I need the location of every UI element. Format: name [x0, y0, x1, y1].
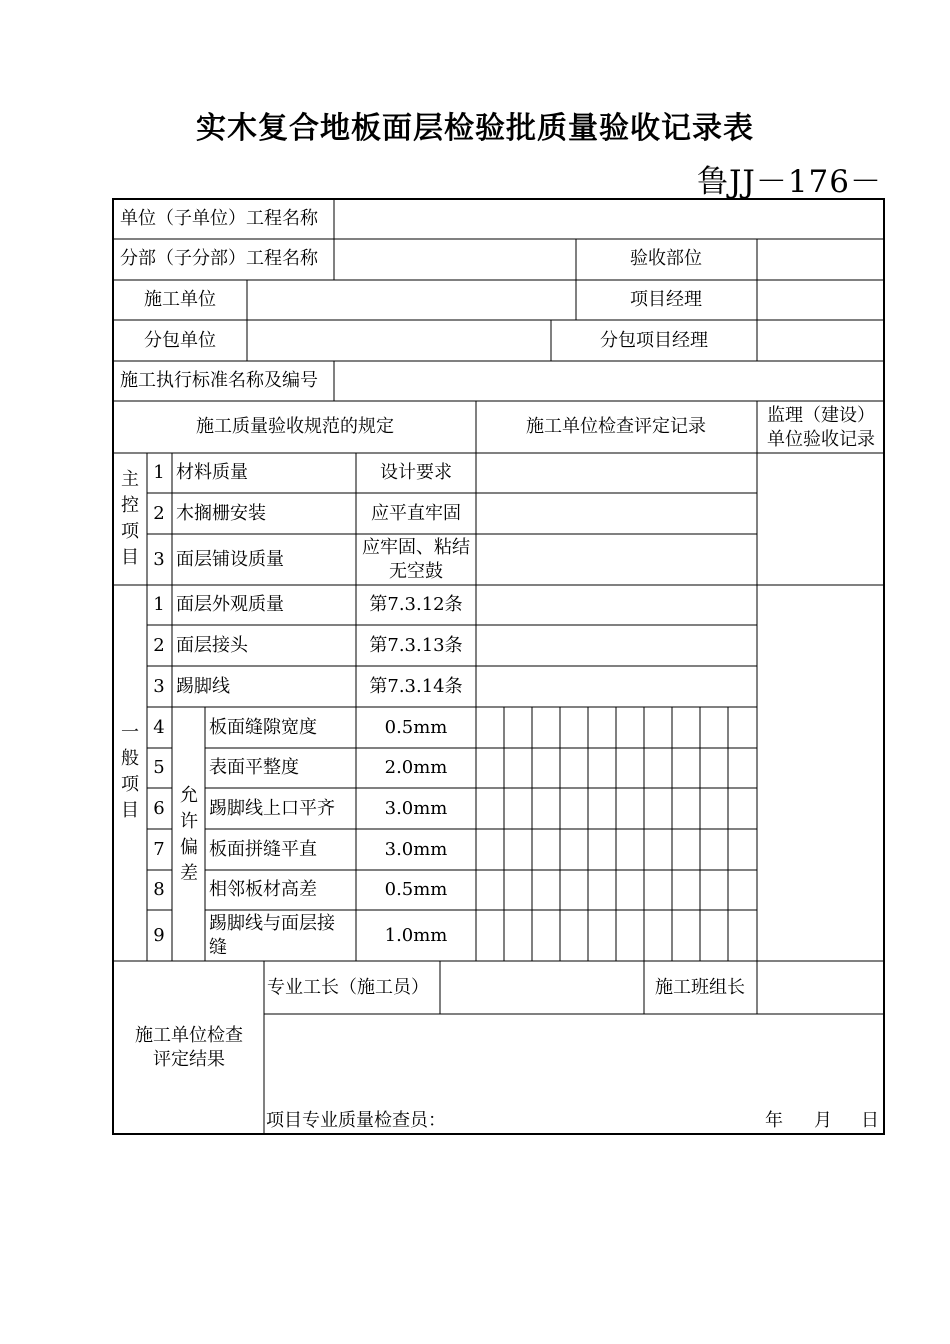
main-item-1-requirement: 设计要求 — [380, 462, 452, 483]
main-item-2-requirement: 应平直牢固 — [371, 503, 461, 524]
main-item-3-requirement-line2: 无空鼓 — [389, 561, 443, 582]
project-manager-label: 项目经理 — [630, 289, 702, 310]
subcontract-unit-label: 分包单位 — [144, 330, 216, 351]
main-item-1-name: 材料质量 — [176, 462, 248, 483]
standard-label: 施工执行标准名称及编号 — [120, 370, 318, 391]
main-control-supervision-record[interactable] — [758, 454, 883, 584]
deviation-4-name: 板面缝隙宽度 — [209, 717, 317, 738]
deviation-6-value: 3.0mm — [384, 798, 448, 819]
date-day: 日 — [861, 1110, 879, 1131]
main-item-3-no: 3 — [153, 549, 165, 570]
foreman-label: 专业工长（施工员） — [267, 977, 429, 998]
unit-project-label: 单位（子单位）工程名称 — [120, 208, 318, 229]
deviation-5-name: 表面平整度 — [209, 757, 299, 778]
acceptance-part-field[interactable] — [758, 240, 883, 279]
deviation-9-name-line2: 缝 — [209, 937, 227, 958]
foreman-field[interactable] — [441, 962, 643, 1013]
general-item-1-name: 面层外观质量 — [176, 594, 284, 615]
subcontract-manager-field[interactable] — [758, 321, 883, 360]
sub-project-label: 分部（子分部）工程名称 — [120, 248, 318, 269]
deviation-9-name-line1: 踢脚线与面层接 — [209, 913, 335, 934]
general-supervision-record[interactable] — [758, 586, 883, 960]
main-control-group-label: 主控项目 — [121, 469, 139, 568]
deviation-6-no: 6 — [153, 798, 165, 819]
inspector-label: 项目专业质量检查员： — [266, 1110, 446, 1131]
general-item-1-record[interactable] — [477, 586, 756, 624]
general-item-3-no: 3 — [153, 676, 165, 697]
general-item-2-name: 面层接头 — [176, 635, 248, 656]
deviation-9-no: 9 — [153, 925, 165, 946]
main-item-3-name: 面层铺设质量 — [176, 549, 284, 570]
deviation-5-no: 5 — [153, 757, 165, 778]
deviation-8-no: 8 — [153, 879, 165, 900]
date-month: 月 — [814, 1110, 832, 1131]
deviation-6-name: 踢脚线上口平齐 — [209, 798, 335, 819]
supervision-header-line1: 监理（建设） — [767, 405, 875, 426]
subcontract-manager-label: 分包项目经理 — [600, 330, 708, 351]
supervision-header-line2: 单位验收记录 — [767, 429, 875, 450]
deviation-8-name: 相邻板材高差 — [209, 879, 317, 900]
general-item-3-record[interactable] — [477, 667, 756, 706]
general-item-1-no: 1 — [153, 594, 165, 615]
deviation-group-label: 允许偏差 — [180, 785, 198, 884]
spec-header: 施工质量验收规范的规定 — [196, 416, 394, 437]
deviation-7-value: 3.0mm — [384, 839, 448, 860]
standard-field[interactable] — [335, 362, 883, 400]
main-item-3-requirement-line1: 应牢固、粘结 — [362, 537, 470, 558]
project-manager-field[interactable] — [758, 281, 883, 319]
result-label-line1: 施工单位检查 — [135, 1025, 243, 1046]
main-item-2-no: 2 — [153, 503, 165, 524]
deviation-7-no: 7 — [153, 839, 165, 860]
construction-unit-field[interactable] — [248, 281, 575, 319]
general-item-1-requirement: 第7.3.12条 — [369, 594, 463, 615]
deviation-4-no: 4 — [153, 717, 165, 738]
main-item-2-name: 木搁栅安装 — [176, 503, 266, 524]
general-item-3-requirement: 第7.3.14条 — [369, 676, 463, 697]
unit-project-name-field[interactable] — [335, 200, 883, 238]
measurement-cells[interactable] — [477, 708, 756, 960]
deviation-4-value: 0.5mm — [384, 717, 448, 738]
form-code: 鲁JJ－176－ — [696, 164, 882, 200]
general-item-2-record[interactable] — [477, 626, 756, 665]
document-title: 实木复合地板面层检验批质量验收记录表 — [196, 111, 754, 146]
team-leader-label: 施工班组长 — [655, 977, 745, 998]
general-item-2-requirement: 第7.3.13条 — [369, 635, 463, 656]
sub-project-name-field[interactable] — [335, 240, 575, 279]
main-item-3-record[interactable] — [477, 535, 756, 584]
result-label-line2: 评定结果 — [153, 1049, 225, 1070]
check-header: 施工单位检查评定记录 — [526, 416, 706, 437]
subcontract-unit-field[interactable] — [248, 321, 550, 360]
general-item-3-name: 踢脚线 — [176, 676, 230, 697]
general-group-label: 一般项目 — [121, 722, 139, 821]
deviation-9-value: 1.0mm — [384, 925, 448, 946]
result-field[interactable] — [265, 1015, 883, 1105]
acceptance-part-label: 验收部位 — [630, 248, 702, 269]
deviation-7-name: 板面拼缝平直 — [209, 839, 317, 860]
main-item-1-record[interactable] — [477, 454, 756, 492]
deviation-8-value: 0.5mm — [384, 879, 448, 900]
date-year: 年 — [765, 1110, 783, 1131]
main-item-1-no: 1 — [153, 462, 165, 483]
team-leader-field[interactable] — [758, 962, 883, 1013]
deviation-5-value: 2.0mm — [384, 757, 448, 778]
construction-unit-label: 施工单位 — [144, 289, 216, 310]
main-item-2-record[interactable] — [477, 494, 756, 533]
general-item-2-no: 2 — [153, 635, 165, 656]
